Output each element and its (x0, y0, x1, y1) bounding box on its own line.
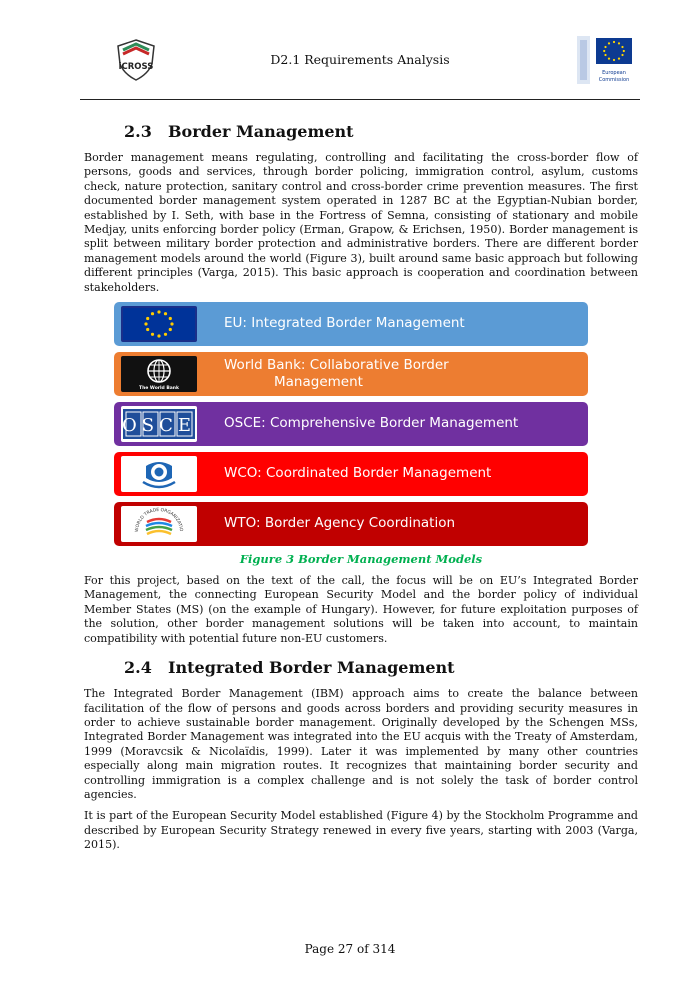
section-number: 2.4 (124, 658, 152, 678)
model-world-bank (114, 352, 588, 396)
ibm-paragraph-2: It is part of the European Security Model established (Figure 4) by the Stockholm Programme and described by European Security Strategy renewed in every five years, starting with 2003 (Varga, 2015). (84, 809, 638, 852)
world-bank-icon-caption: The World Bank (139, 386, 179, 392)
section-title: Integrated Border Management (168, 658, 455, 678)
ec-logo-line1: European (602, 70, 626, 76)
model-eu-label: EU: Integrated Border Management (224, 315, 465, 332)
osce-icon-text: OSCE (122, 415, 196, 437)
ibm-paragraph-1: The Integrated Border Management (IBM) approach aims to create the balance between facilitation of the flow of persons and goods across borders and providing security measures in order to achieve sustainable border management. Originally developed by the Schengen MSs, Integrated Border Management was integrated into the EU acquis with the Treaty of Amsterdam, 1999 (Moravcsik & Nicolaïdis, 1999). Later it was implemented by many other countries especially along main migration routes. It recognizes that maintaining border security and controlling immigration is a complex challenge and is not solely the task of border control agencies. (84, 687, 638, 801)
model-wto-label: WTO: Border Agency Coordination (224, 515, 456, 532)
section-heading-2-4 (124, 658, 638, 677)
world-bank-globe-icon (121, 356, 197, 392)
border-management-models-figure (114, 302, 588, 546)
section-heading-2-3 (124, 122, 638, 141)
model-wco (114, 452, 588, 496)
wto-icon-text: WORLD TRADE ORGANIZATIO (134, 508, 184, 533)
wto-logo-icon (121, 506, 197, 542)
section-title: Border Management (168, 122, 354, 141)
model-world-bank-label (224, 357, 449, 391)
model-world-bank-label-line1: World Bank: Collaborative Border (224, 357, 449, 374)
model-eu (114, 302, 588, 346)
model-wco-label: WCO: Coordinated Border Management (224, 465, 492, 482)
section-number: 2.3 (124, 122, 152, 141)
osce-logo-icon (121, 406, 197, 442)
eu-flag-icon (121, 306, 197, 342)
project-focus-paragraph: For this project, based on the text of the call, the focus will be on EU’s Integrated Border Management, the connecting European Security Model and the border policy of individual Member States (MS) (on the example of Hungary). However, for future exploitation purposes of the solution, other border management solutions will be taken into account, to maintain compatibility with potential future non-EU customers. (84, 574, 638, 645)
document-title: D2.1 Requirements Analysis (270, 52, 450, 67)
page-header (80, 30, 640, 100)
model-world-bank-label-line2: Management (274, 374, 363, 391)
icross-logo-text: iCROSS (118, 62, 154, 72)
model-osce (114, 402, 588, 446)
model-wto (114, 502, 588, 546)
border-management-paragraph: Border management means regulating, controlling and facilitating the cross-border flow of persons, goods and services, through border policing, immigration control, asylum, customs check, nature protection, sanitary control and cross-border crime prevention measures. The first documented border management system operated in 1287 BC at the Egyptian-Nubian border, established by I. Seth, with base in the Fortress of Semna, consisting of stationary and mobile Medjay, units enforcing border policy (Erman, Grapow, & Erichsen, 1950). Border management is split between military border protection and administrative borders. There are different border management models around the world (Figure 3), built around same basic approach but following different principles (Varga, 2015). This basic approach is cooperation and coordination between stakeholders. (84, 151, 638, 294)
model-osce-label: OSCE: Comprehensive Border Management (224, 415, 519, 432)
figure-caption: Figure 3 Border Management Models (239, 552, 483, 567)
european-commission-logo-icon (574, 32, 636, 88)
wco-logo-icon (121, 456, 197, 492)
page-content (84, 118, 638, 860)
ec-logo-line2: Commission (598, 77, 630, 83)
page-number: Page 27 of 314 (304, 942, 396, 956)
